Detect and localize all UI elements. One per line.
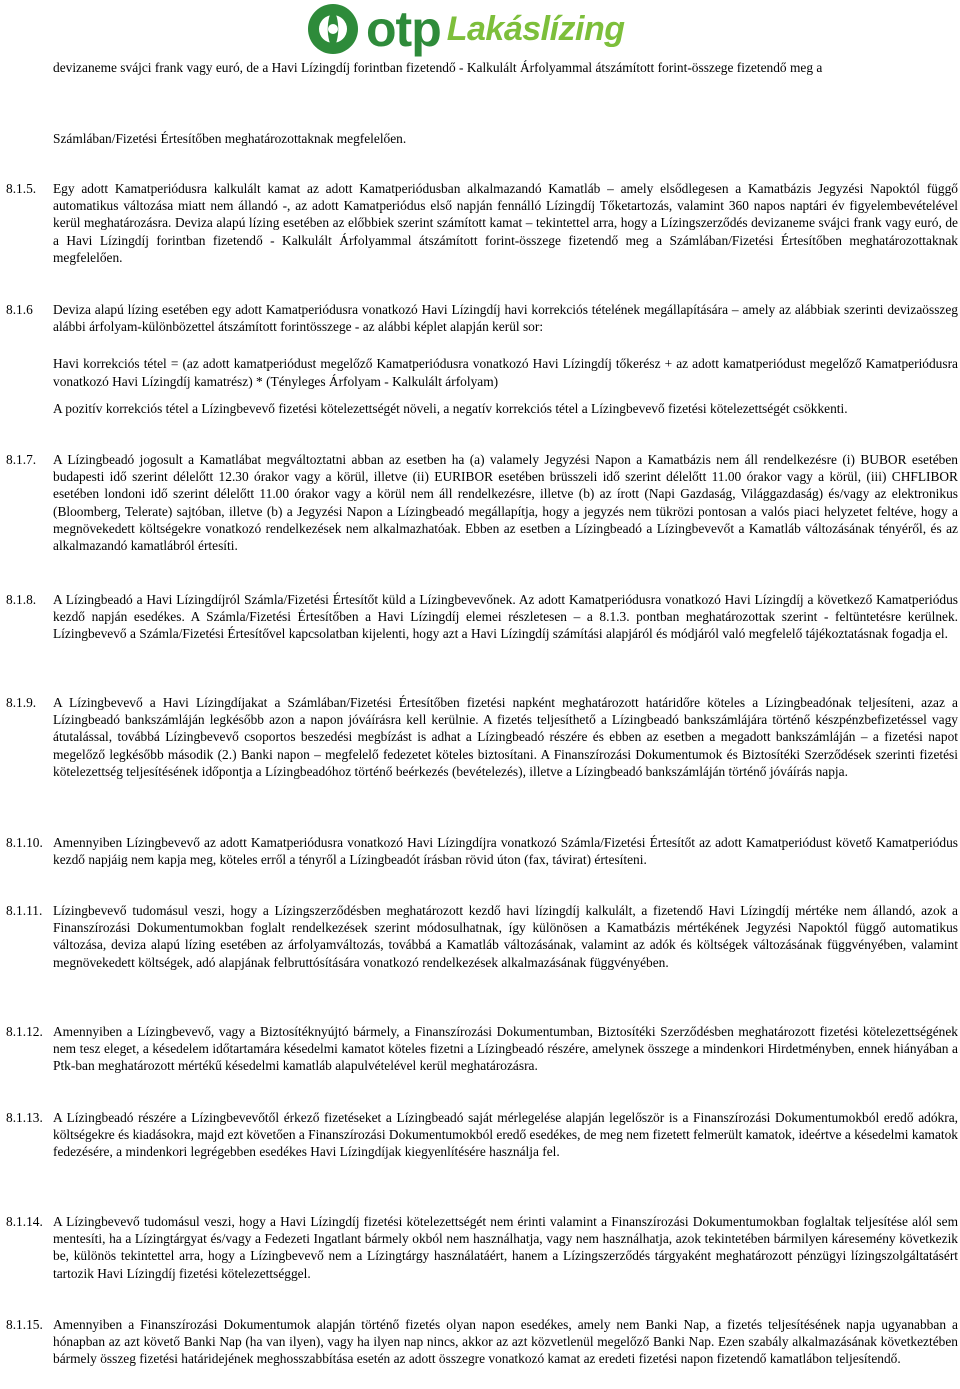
section-number: 8.1.8. (6, 592, 37, 607)
paragraph: Amennyiben Lízingbevevő az adott Kamatperiódusra vonatkozó Havi Lízingdíjra vonatkozó Számla/Fizetési Értesítőt az adott Kamatperiódust követő Kamatperiódus kezdő napjáig nem kapja meg, köteles erről a tényről a Lízingbeadót írásban rövid úton (fax, távirat) értesíteni. (53, 835, 958, 868)
paragraph: A Lízingbeadó részére a Lízingbevevőtől érkező fizetéseket a Lízingbeadó saját mérlegelése alapján legelőször is a Finanszírozási Dokumentumokból eredő adókra, költségekre és kiadásokra, majd ezt követően a Finanszírozási Dokumentumokból eredő esedékes, de meg nem fizetett felmerült kamatok, ideértve a késedelmi kamatok fedezésére, a mindenkori legrégebben esedékes Havi Lízingdíjak kiegyenlítésére használja fel. (53, 1110, 958, 1160)
paragraph: Egy adott Kamatperiódusra kalkulált kamat az adott Kamatperiódusban alkalmazandó Kamatláb – amely elsődlegesen a Kamatbázis Jegyzési Napoktól függő automatikus változása miatt nem állandó -, az adott Kamatperiódus első napján fennálló Lízingdíj Tőketartozás, valamint 360 napos naptári év figyelembevételével kerül meghatározásra. Deviza alapú lízing esetében az előbbiek szerint számított kamat – tekintettel arra, hogy a Lízingszerződés devizaneme svájci frank vagy euró, de a Havi Lízingdíj forintban fizetendő - Kalkulált Árfolyammal átszámított forint-összege fizetendő meg a Számlában/Fizetési Értesítőben meghatározottaknak megfelelően. (53, 181, 958, 265)
section-8-1-13 (0, 1109, 960, 1161)
section-8-1-15 (0, 1316, 960, 1368)
paragraph: Deviza alapú lízing esetében egy adott Kamatperiódusra vonatkozó Havi Lízingdíj havi korrekciós tételének megállapítására – amely az alábbiak szerinti devizaösszeg alábbi árfolyam-különbözettel átszámított forintösszege - az alábbi képlet alapján kerül sor: (53, 302, 958, 335)
paragraph: Amennyiben a Finanszírozási Dokumentumok alapján történő fizetés olyan napon esedékes, amely nem Banki Nap, a fizetés teljesítésének napja ugyanabban a hónapban az azt követő Banki Nap (ha van ilyen), vagy ha ilyen nap nincs, akkor az azt közvetlenül megelőző Banki Nap. Ezen szabály alkalmazásának következtében bármely összeg fizetési határidejének meghosszabbítása esetén az adott összegre vonatkozó kamat az eredeti fizetési napon fizetendő kamatlábon teljesítendő. (53, 1317, 958, 1367)
paragraph: A Lízingbeadó jogosult a Kamatlábat megváltoztatni abban az esetben ha (a) valamely Jegyzési Napon a Kamatbázis nem áll rendelkezésre (i) BUBOR esetében budapesti idő szerint délelőtt 12.30 órakor vagy a körül, illetve (ii) EURIBOR esetében brüsszeli idő szerint délelőtt 11.00 órakor vagy a körül, (iii) CHFLIBOR esetében londoni idő szerint délelőtt 11.00 órakor vagy a körül nem áll rendelkezésre, illetve (b) az írott (Napi Gazdaság, Világgazdaság) és/vagy az elektronikus (Bloomberg, Telerate) sajtóban, illetve (b) a Jegyzési Napon a Lízingbeadó megállapítja, hogy a jegyzés nem tükrözi pontosan a valós piaci helyzetet feltéve, hogy a megnövekedett költségekre vonatkozó rendelkezések nem alkalmazhatóak. Ebben az esetben a Lízingbeadó a Lízingbevevőt a Kamatláb változásának tényéről, és az alkalmazandó kamatlábról értesíti. (53, 452, 958, 554)
formula-paragraph: Havi korrekciós tétel = (az adott kamatperiódust megelőző Kamatperiódusra vonatkozó Havi Lízingdíj tőkerész + az adott kamatperiódust megelőző Kamatperiódusra vonatkozó Havi Lízingdíj kamatrész) * (Tényleges Árfolyam - Kalkulált árfolyam) (53, 356, 958, 389)
section-number: 8.1.5. (6, 181, 37, 196)
paragraph: Amennyiben a Lízingbevevő, vagy a Biztosítéknyújtó bármely, a Finanszírozási Dokumentumban, Biztosítéki Szerződésben meghatározott fizetési kötelezettségének nem tesz eleget, a késedelem időtartamára késedelmi kamatot köteles fizetni a Lízingbeadó részére, amelynek összege a mindenkori Hirdetményben, ennek hiányában a Ptk-ban meghatározott mértékű késedelmi kamatláb alapulvételével kerül meghatározásra. (53, 1024, 958, 1074)
logo-brand-text: otp (366, 1, 441, 57)
section-number: 8.1.6 (6, 302, 33, 317)
section-8-1-12 (0, 1023, 960, 1075)
section-number: 8.1.13. (6, 1110, 43, 1125)
otp-logo-icon (306, 2, 360, 56)
section-8-1-9 (0, 694, 960, 780)
paragraph: A pozitív korrekciós tétel a Lízingbevevő fizetési kötelezettségét növeli, a negatív korrekciós tétel a Lízingbevevő fizetési kötelezettségét csökkenti. (53, 400, 848, 416)
section-text (53, 1213, 958, 1282)
section-text (53, 694, 958, 780)
section-text (53, 902, 958, 971)
section-number: 8.1.7. (6, 452, 37, 467)
paragraph: A Lízingbevevő a Havi Lízingdíjakat a Számlában/Fizetési Értesítőben fizetési napként meghatározott határidőre köteles a Lízingbeadónak teljesíteni, azaz a Lízingbeadó bankszámláján legkésőbb azon a napon jóváírásra kell kerülnie. A fizetés teljesíthető a Lízingbeadó bankszámlájára történő készpénzbefizetéssel vagy átutalással, továbbá Lízingbevevő csoportos beszedési megbízást is adhat a Lízingbeadó részére és ebben az esetben a megadott bankszámláján – a fizetési napot megelőző legkésőbb második (2.) Banki napon – megfelelő fedezetet köteles biztosítani. A Finanszírozási Dokumentumok és Biztosítéki Szerződések szerinti fizetési kötelezettség teljesítésének időpontja a Lízingbeadóhoz történő beérkezés (bevételezés), illetve a Lízingbeadó bankszámláján történő jóváírás napja. (53, 695, 958, 779)
section-text (53, 451, 958, 554)
section-8-1-6 (0, 301, 960, 417)
section-number: 8.1.10. (6, 835, 43, 850)
section-text (53, 180, 958, 266)
section-number: 8.1.12. (6, 1024, 43, 1039)
section-8-1-8 (0, 591, 960, 643)
intro-line-1: devizaneme svájci frank vagy euró, de a Havi Lízingdíj forintban fizetendő - Kalkulált Árfolyammal átszámított forint-összege fizetendő meg a (53, 60, 823, 75)
section-8-1-11 (0, 902, 960, 971)
section-8-1-10 (0, 834, 960, 868)
paragraph: Lízingbevevő tudomásul veszi, hogy a Lízingszerződésben meghatározott kezdő havi lízingdíj kalkulált, a fizetendő Havi Lízingdíj mértéke nem állandó, azok a Finanszírozási Dokumentumokban foglalt rendelkezések szerint módosulhatnak, így különösen a Kamatbázis mértékének Jegyzési Napoktól függő automatikus változása, deviza alapú lízing esetében az árfolyamváltozás, továbbá a Kamatláb változásának, valamint az adók és költségek változásának függvényében, valamint megnövekedett költségek, adó alapjának felbruttósítására vonatkozó rendelkezések alkalmazásának függvényében. (53, 903, 958, 970)
section-number: 8.1.11. (6, 903, 43, 918)
otp-lakaslizing-logo (306, 2, 625, 56)
logo-subbrand-text: Lakáslízing (446, 10, 625, 48)
intro-line-2: Számlában/Fizetési Értesítőben meghatározottaknak megfelelően. (53, 131, 407, 146)
section-number: 8.1.9. (6, 695, 37, 710)
section-8-1-5 (0, 180, 960, 266)
section-text (53, 834, 958, 868)
section-number: 8.1.15. (6, 1317, 43, 1332)
section-8-1-14 (0, 1213, 960, 1282)
section-text (53, 1023, 958, 1075)
paragraph: A Lízingbevevő tudomásul veszi, hogy a Havi Lízingdíj fizetési kötelezettségét nem érinti valamint a Finanszírozási Dokumentumokban foglaltak teljesítése alól sem mentesíti, ha a Lízingtárgyat és/vagy a Fedezeti Ingatlant bármely okból nem használhatja, vagy nem használhatja, azok tekintetében bármilyen káresemény következik be, különös tekintettel arra, hogy a Lízingbevevő nem a Lízingtárgy használatáért, hanem a Lízingszerződés tárgyaként meghatározott pénzügyi lízingszolgáltatásért tartozik Havi Lízingdíj fizetési kötelezettséggel. (53, 1214, 958, 1281)
section-text (53, 301, 958, 417)
section-text (53, 1316, 958, 1368)
section-text (53, 1109, 958, 1161)
paragraph: A Lízingbeadó a Havi Lízingdíjról Számla/Fizetési Értesítőt küld a Lízingbevevőnek. Az adott Kamatperiódusra vonatkozó Havi Lízingdíj a következő Kamatperiódus kezdő napján esedékes. A Számla/Fizetési Értesítőben a Havi Lízingdíj elemei részletesen – a 8.1.3. pontban meghatározottak szerint - feltüntetésre kerülnek. Lízingbevevő a Számla/Fizetési Értesítővel kapcsolatban kijelenti, hogy azt a Havi Lízingdíj számítási alapjáról és módjáról való megfelelő tájékoztatásnak fogadja el. (53, 592, 958, 642)
section-text (53, 591, 958, 643)
section-number: 8.1.14. (6, 1214, 43, 1229)
section-8-1-7 (0, 451, 960, 554)
